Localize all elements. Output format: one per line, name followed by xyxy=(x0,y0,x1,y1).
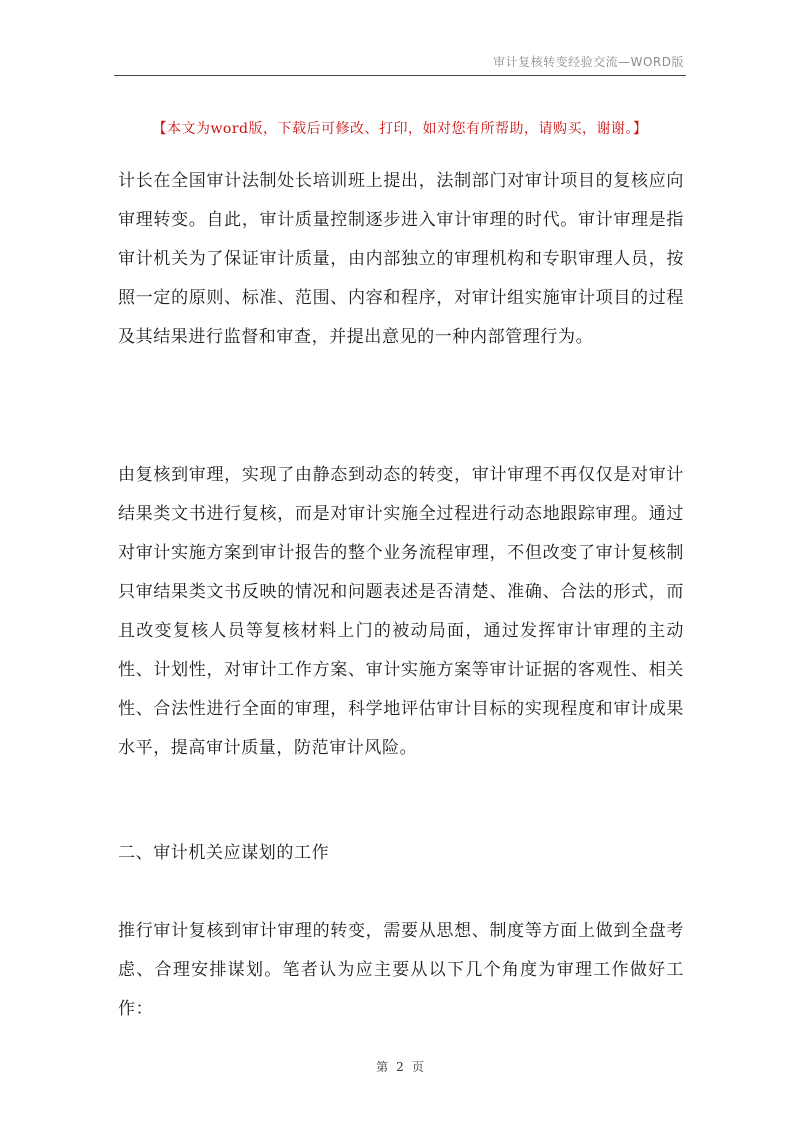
body-paragraph: 计长在全国审计法制处长培训班上提出，法制部门对审计项目的复核应向审理转变。自此，审计质量控制逐步进入审计审理的时代。审计审理是指审计机关为了保证审计质量，由内部独立的审理机构和专职审理人员，按照一定的原则、标准、范围、内容和程序，对审计组实施审计项目的过程及其结果进行监督和审查，并提出意见的一种内部管理行为。 xyxy=(118,171,684,347)
page-number-footer xyxy=(0,1058,800,1075)
header-divider xyxy=(114,75,686,76)
body-paragraph: 推行审计复核到审计审理的转变，需要从思想、制度等方面上做到全盘考虑、合理安排谋划。笔者认为应主要从以下几个角度为审理工作做好工作： xyxy=(118,921,684,1019)
header-title: 审计复核转变经验交流—WORD版 xyxy=(493,55,684,69)
page-number: 2 xyxy=(396,1060,404,1074)
page-prefix: 第 xyxy=(376,1060,389,1074)
section-heading: 二、审计机关应谋划的工作 xyxy=(118,843,330,863)
body-paragraph: 由复核到审理，实现了由静态到动态的转变，审计审理不再仅仅是对审计结果类文书进行复核，而是对审计实施全过程进行动态地跟踪审理。通过对审计实施方案到审计报告的整个业务流程审理，不但改变了审计复核制只审结果类文书反映的情况和问题表述是否清楚、准确、合法的形式，而且改变复核人员等复核材料上门的被动局面，通过发挥审计审理的主动性、计划性，对审计工作方案、审计实施方案等审计证据的客观性、相关性、合法性进行全面的审理，科学地评估审计目标的实现程度和审计成果水平，提高审计质量，防范审计风险。 xyxy=(118,465,684,758)
download-notice: 【本文为word版，下载后可修改、打印，如对您有所帮助，请购买，谢谢。】 xyxy=(152,121,648,137)
page-suffix: 页 xyxy=(411,1060,424,1074)
